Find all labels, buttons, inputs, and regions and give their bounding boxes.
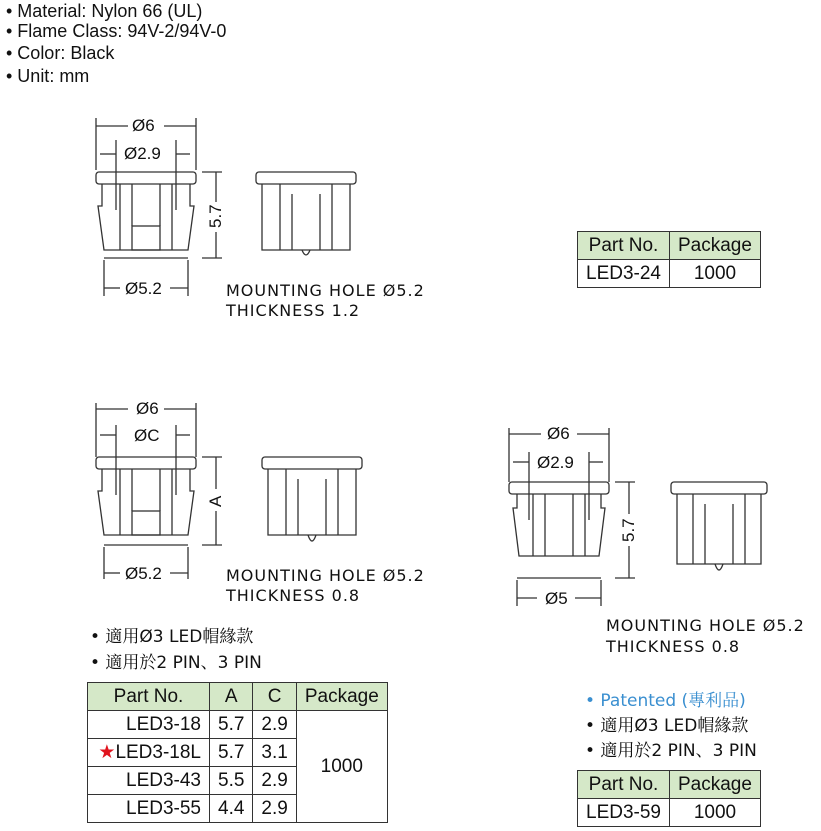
spec-material: • Material: Nylon 66 (UL): [6, 1, 203, 21]
note-pins: • 適用於2 PIN、3 PIN: [585, 741, 757, 761]
thickness-2: THICKNESS 0.8: [226, 586, 361, 605]
table-cell: LED3-55: [88, 795, 210, 823]
header-package: Package: [670, 771, 761, 799]
dim-d-bottom: Ø5.2: [125, 564, 162, 583]
header-a: A: [210, 683, 253, 711]
package-cell: 1000: [296, 711, 387, 823]
header-part-no: Part No.: [578, 771, 670, 799]
part-table-led3-24: [577, 231, 761, 288]
table-cell: LED3-18: [88, 711, 210, 739]
table-cell: LED3-59: [578, 799, 670, 827]
thickness-3: THICKNESS 0.8: [606, 637, 741, 656]
table-cell: 1000: [670, 799, 761, 827]
table-cell: 5.5: [210, 767, 253, 795]
table-cell: 2.9: [253, 767, 296, 795]
mount-hole-3: MOUNTING HOLE Ø5.2: [606, 616, 805, 635]
mount-hole-1: MOUNTING HOLE Ø5.2: [226, 281, 425, 300]
drawing-led3-59: [495, 420, 795, 610]
dim-height: A: [206, 495, 225, 507]
header-package: Package: [670, 232, 761, 260]
spec-color: • Color: Black: [6, 43, 115, 63]
dim-d-inner: Ø2.9: [537, 453, 574, 472]
header-part-no: Part No.: [578, 232, 670, 260]
header-part-no: Part No.: [88, 683, 210, 711]
dim-height: 5.7: [206, 204, 225, 228]
table-cell: 5.7: [210, 711, 253, 739]
part-no-text: LED3-18L: [115, 742, 201, 763]
dim-d6: Ø6: [132, 116, 155, 135]
dim-d6: Ø6: [547, 424, 570, 443]
table-cell: 3.1: [253, 739, 296, 767]
header-c: C: [253, 683, 296, 711]
table-cell: LED3-43: [88, 767, 210, 795]
dim-d-inner: ØC: [134, 426, 160, 445]
table-cell: [88, 739, 210, 767]
table-cell: 2.9: [253, 711, 296, 739]
note-pins: • 適用於2 PIN、3 PIN: [90, 653, 262, 673]
table-cell: 1000: [670, 260, 761, 288]
spec-unit: • Unit: mm: [6, 66, 90, 86]
note-patented: • Patented (專利品): [585, 691, 746, 711]
dim-d-bottom: Ø5.2: [125, 279, 162, 298]
drawing-led3-24: [80, 110, 380, 300]
header-package: Package: [296, 683, 387, 711]
dim-d-bottom: Ø5: [545, 589, 568, 608]
part-table-led3-18: [87, 682, 388, 823]
drawing-led3-18: [80, 395, 380, 585]
thickness-1: THICKNESS 1.2: [226, 301, 361, 320]
table-cell: LED3-24: [578, 260, 670, 288]
table-row: [88, 711, 388, 739]
table-cell: 4.4: [210, 795, 253, 823]
note-led-cap: • 適用Ø3 LED帽緣款: [90, 627, 254, 647]
part-table-led3-59: [577, 770, 761, 827]
note-led-cap: • 適用Ø3 LED帽緣款: [585, 716, 749, 736]
dim-d-inner: Ø2.9: [124, 144, 161, 163]
dim-d6: Ø6: [136, 399, 159, 418]
star-icon: ★: [98, 742, 116, 763]
dim-height: 5.7: [619, 518, 638, 542]
spec-flame-class: • Flame Class: 94V-2/94V-0: [6, 21, 227, 41]
mount-hole-2: MOUNTING HOLE Ø5.2: [226, 566, 425, 585]
table-cell: 5.7: [210, 739, 253, 767]
table-cell: 2.9: [253, 795, 296, 823]
